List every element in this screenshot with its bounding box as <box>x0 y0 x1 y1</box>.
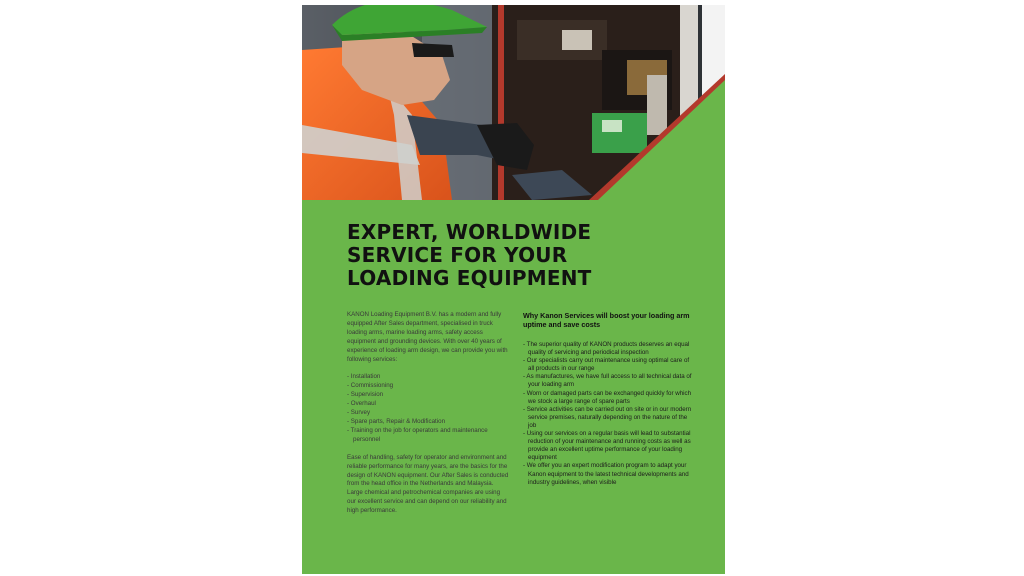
headline-line-3: LOADING EQUIPMENT <box>347 266 592 290</box>
benefit-item: - Service activities can be carried out on site or in our modern service premises, naturally depending on the nature of the job <box>523 405 692 429</box>
service-item: - Training on the job for operators and maintenance personnel <box>347 426 488 443</box>
services-list <box>347 373 509 444</box>
headline-line-2: SERVICE FOR YOUR <box>347 243 568 267</box>
benefit-item: - Using our services on a regular basis will lead to substantial reduction of your maintenance and running costs as well as provide an excellent uptime performance of your loading equipment <box>523 430 691 462</box>
left-column <box>347 311 509 525</box>
right-column <box>523 311 693 487</box>
benefits-list <box>523 341 693 487</box>
service-item: - Overhaul <box>347 400 376 408</box>
service-item: - Supervision <box>347 391 384 399</box>
service-item: - Spare parts, Repair & Modification <box>347 417 446 425</box>
benefit-item: - The superior quality of KANON products deserves an equal quality of servicing and periodical inspection <box>523 341 690 357</box>
benefits-heading: Why Kanon Services will boost your loading arm uptime and save costs <box>523 311 690 329</box>
service-item: - Survey <box>347 409 371 417</box>
technician-photo <box>302 5 725 200</box>
service-item: - Installation <box>347 373 381 381</box>
benefit-item: - Worn or damaged parts can be exchanged quickly for which we stock a large range of spare parts <box>523 389 692 405</box>
brochure-page <box>302 5 725 574</box>
headline-line-1: EXPERT, WORLDWIDE <box>347 220 592 244</box>
headline <box>347 221 677 290</box>
intro-paragraph: KANON Loading Equipment B.V. has a modern and fully equipped After Sales department, specialised in truck loading arms, marine loading arms, safety access equipment and grounding devices. With over 40 years of experience of loading arm design, we can provide you with following services: <box>347 311 508 363</box>
benefit-item: - As manufactures, we have full access to all technical data of your loading arm <box>523 373 692 389</box>
service-item: - Commissioning <box>347 382 394 390</box>
benefit-item: - We offer you an expert modification program to adapt your Kanon equipment to the latest technical developments and industry guidelines, when visible <box>523 462 689 486</box>
benefit-item: - Our specialists carry out maintenance using optimal care of all products in our range <box>523 357 690 373</box>
closing-paragraph: Ease of handling, safety for operator and environment and reliable performance for many years, are the basics for the design of KANON equipment. Our After Sales is conducted from the head office in the Netherlands and Malaysia. Large chemical and petrochemical companies are using our excellent service and can depend on our reliability and high performance. <box>347 453 509 515</box>
